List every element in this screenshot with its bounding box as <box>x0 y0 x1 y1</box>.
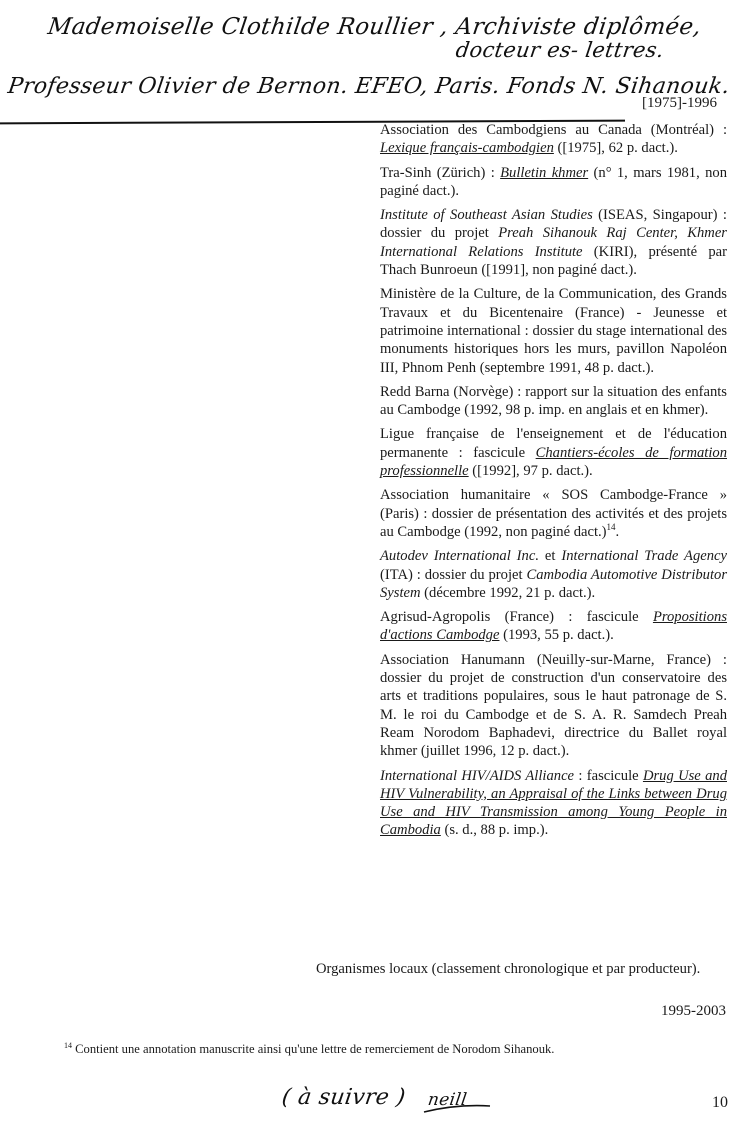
entry-details: (n° 1, mars 1981, non paginé dact.). <box>380 164 728 199</box>
entry-text: Association des Cambodgiens au Canada (Montréal) : <box>380 122 727 138</box>
entry-title: Lexique français-cambodgien <box>380 140 554 157</box>
entry-organization: International Trade Agency <box>561 548 727 565</box>
handwritten-title-line: docteur es- lettres. <box>454 38 666 62</box>
entry-title: Preah Sihanouk Raj Center, Khmer International Relations Institute <box>380 225 727 260</box>
header-date-range: [1975]-1996 <box>642 95 717 111</box>
entry-text: Ligue française de l'enseignement et de l'éducation permanente : fascicule <box>380 426 727 461</box>
section-heading: Organismes locaux (classement chronologique et par producteur). <box>316 961 701 977</box>
entry-text: Association humanitaire « SOS Cambodge-France » (Paris) : dossier de présentation des activités et des projets au Cambodge (1992, non paginé dact.) <box>380 487 727 540</box>
entry-details: . <box>615 523 620 540</box>
entry-text: Redd Barna (Norvège) : rapport sur la situation des enfants au Cambodge (1992, 98 p. imp. en anglais et en khmer). <box>380 383 727 419</box>
entry-organization: Institute of Southeast Asian Studies <box>380 207 593 224</box>
archive-entry-list <box>380 121 727 846</box>
archive-entry <box>380 608 727 645</box>
archive-entry <box>380 767 727 840</box>
entry-title: Cambodia Automotive Distributor System <box>380 566 727 601</box>
archive-entry <box>380 285 727 376</box>
entry-details: (1993, 55 p. dact.). <box>499 627 614 644</box>
entry-text: (ITA) : dossier du projet <box>380 566 527 583</box>
entry-text: : fascicule <box>574 767 643 784</box>
handwritten-professor-line: Professeur Olivier de Bernon. EFEO, Paris. Fonds N. Sihanouk. <box>6 74 732 99</box>
initials-underline <box>422 1094 492 1116</box>
entry-details: ([1975], 62 p. dact.). <box>553 140 678 157</box>
entry-text: (ISEAS, Singapour) : dossier du projet <box>380 207 727 242</box>
footnote-text: Contient une annotation manuscrite ainsi qu'une lettre de remerciement de Norodom Sihanouk. <box>75 1042 555 1056</box>
handwritten-initials: neill <box>426 1090 469 1110</box>
archive-entry <box>380 486 727 541</box>
archive-entry <box>380 425 727 480</box>
entry-title: Chantiers-écoles de formation professionnelle <box>380 444 727 480</box>
handwritten-to-be-continued: ( à suivre ) <box>280 1085 408 1110</box>
entry-text: Ministère de la Culture, de la Communication, des Grands Travaux et du Bicentenaire (France) - Jeunesse et patrimoine international : dossier du stage international des monuments historiques hors les murs, pavillon Napoléon III, Phnom Penh (septembre 1991, 48 p. dact.). <box>380 286 727 376</box>
entry-text: Association Hanumann (Neuilly-sur-Marne, France) : dossier du projet de construction d'un conservatoire des arts et traditions populaires, sous le haut patronage de S. M. le roi du Cambodge et de S. A. R. Samdech Preah Ream Norodom Baphadevi, directrice du Ballet royal khmer (juillet 1996, 12 p. dact.). <box>380 651 727 760</box>
entry-title: Bulletin khmer <box>500 164 589 181</box>
archive-entry <box>380 164 727 201</box>
archive-entry <box>380 547 727 602</box>
archive-entry <box>380 651 727 761</box>
entry-text: Tra-Sinh (Zürich) : <box>380 164 501 181</box>
entry-details: (décembre 1992, 21 p. dact.). <box>420 584 596 601</box>
entry-organization: International HIV/AIDS Alliance <box>380 767 575 784</box>
entry-details: (KIRI), présenté par Thach Bunroeun ([1991], non paginé dact.). <box>380 243 727 279</box>
handwritten-recipient-line: Mademoiselle Clothilde Roullier , Archiviste diplômée, <box>46 14 703 40</box>
footnote <box>64 1042 554 1057</box>
section-date-range: 1995-2003 <box>661 1003 726 1019</box>
entry-text: Agrisud-Agropolis (France) : fascicule <box>380 609 653 626</box>
footnote-number: 14 <box>64 1040 72 1050</box>
page-number: 10 <box>712 1094 728 1111</box>
entry-organization: Autodev International Inc. <box>380 548 539 565</box>
archive-entry <box>380 383 727 420</box>
entry-title: Propositions d'actions Cambodge <box>380 609 727 644</box>
entry-text: et <box>538 548 562 565</box>
archive-entry <box>380 121 727 158</box>
entry-title: Drug Use and HIV Vulnerability, an Appraisal of the Links between Drug Use and HIV Transmission among Young People in Cambodia <box>380 767 727 839</box>
entry-details: (s. d., 88 p. imp.). <box>440 822 549 839</box>
archive-entry <box>380 206 727 279</box>
entry-details: ([1992], 97 p. dact.). <box>468 463 593 480</box>
footnote-reference: 14 <box>606 522 616 533</box>
